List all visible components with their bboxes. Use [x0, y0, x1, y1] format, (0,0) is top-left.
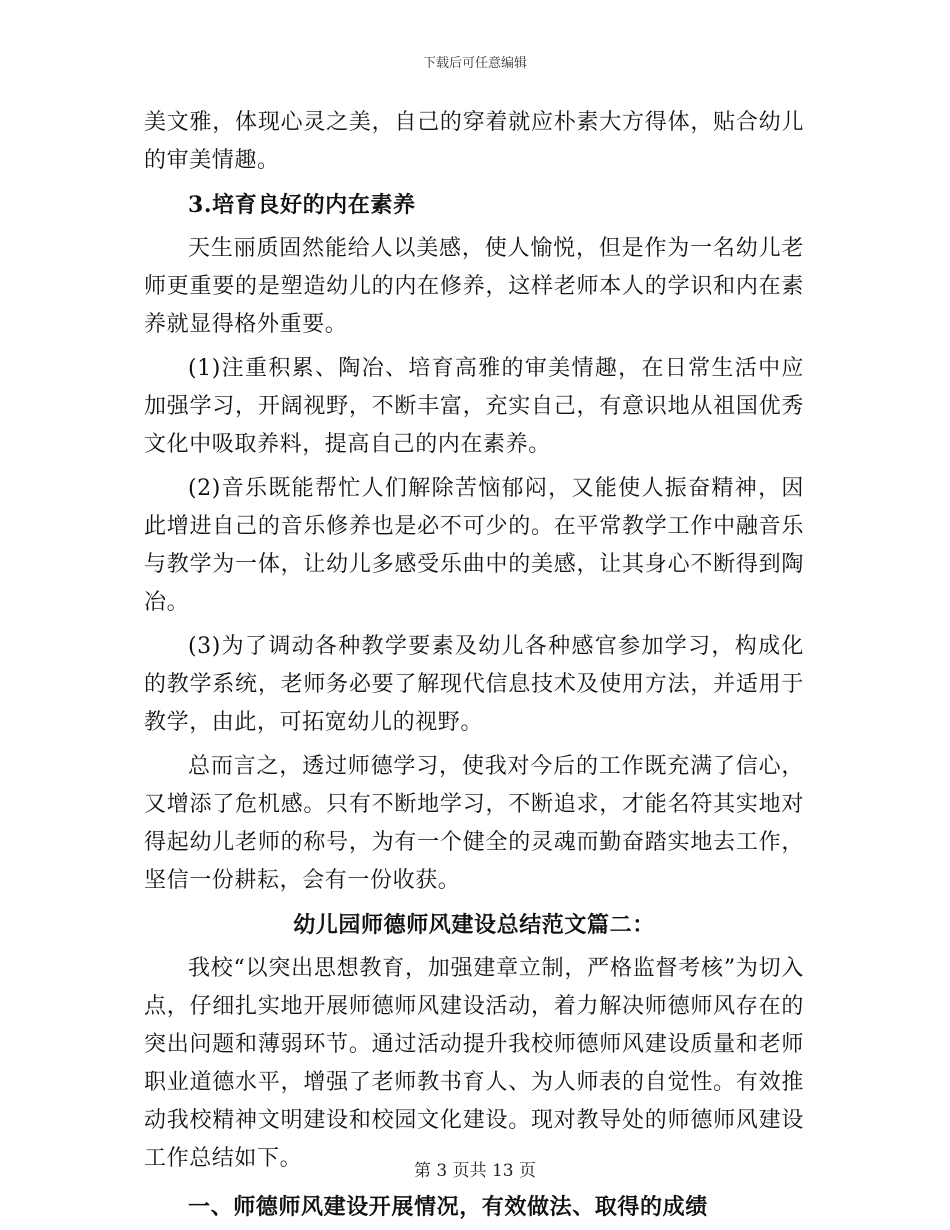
page-footer: 第 3 页共 13 页: [413, 1161, 537, 1181]
page-header: 下载后可任意编辑: [422, 56, 527, 71]
section-heading-1: 一、师德师风建设开展情况，有效做法、取得的成绩: [188, 1194, 708, 1220]
section-heading-3: 3.培育良好的内在素养: [188, 192, 416, 218]
paragraph-item-1: (1)注重积累、陶冶、培育高雅的审美情趣，在日常生活中应加强学习，开阔视野，不断丰富，充实自己，有意识地从祖国优秀文化中吸取养料，提高自己的内在素养。: [144, 356, 804, 457]
paragraph-intro-2: 我校“以突出思想教育，加强建章立制，严格监督考核”为切入点，仔细扎实地开展师德师风建设活动，着力解决师德师风存在的突出问题和薄弱环节。通过活动提升我校师德师风建设质量和老师职业道德水平，增强了老师教书育人、为人师表的自觉性。有效推动我校精神文明建设和校园文化建设。现对教导处的师德师风建设工作总结如下。: [144, 956, 804, 1171]
document-body: [144, 104, 804, 1226]
paragraph-item-2: (2)音乐既能帮忙人们解除苦恼郁闷，又能使人振奋精神，因此增进自己的音乐修养也是必不可少的。在平常教学工作中融音乐与教学为一体，让幼儿多感受乐曲中的美感，让其身心不断得到陶冶。: [144, 476, 804, 615]
article-title-2: 幼儿园师德师风建设总结范文篇二：: [293, 912, 655, 938]
paragraph-inner-quality: 天生丽质固然能给人以美感，使人愉悦，但是作为一名幼儿老师更重要的是塑造幼儿的内在修养，这样老师本人的学识和内在素养就显得格外重要。: [144, 236, 804, 337]
paragraph-item-3: (3)为了调动各种教学要素及幼儿各种感官参加学习，构成化的教学系统，老师务必要了解现代信息技术及使用方法，并适用于教学，由此，可拓宽幼儿的视野。: [144, 634, 804, 735]
paragraph-continued: 美文雅，体现心灵之美，自己的穿着就应朴素大方得体，贴合幼儿的审美情趣。: [144, 110, 804, 173]
paragraph-conclusion: 总而言之，透过师德学习，使我对今后的工作既充满了信心，又增添了危机感。只有不断地学习，不断追求，才能名符其实地对得起幼儿老师的称号，为有一个健全的灵魂而勤奋踏实地去工作，坚信一份耕耘，会有一份收获。: [144, 754, 804, 893]
